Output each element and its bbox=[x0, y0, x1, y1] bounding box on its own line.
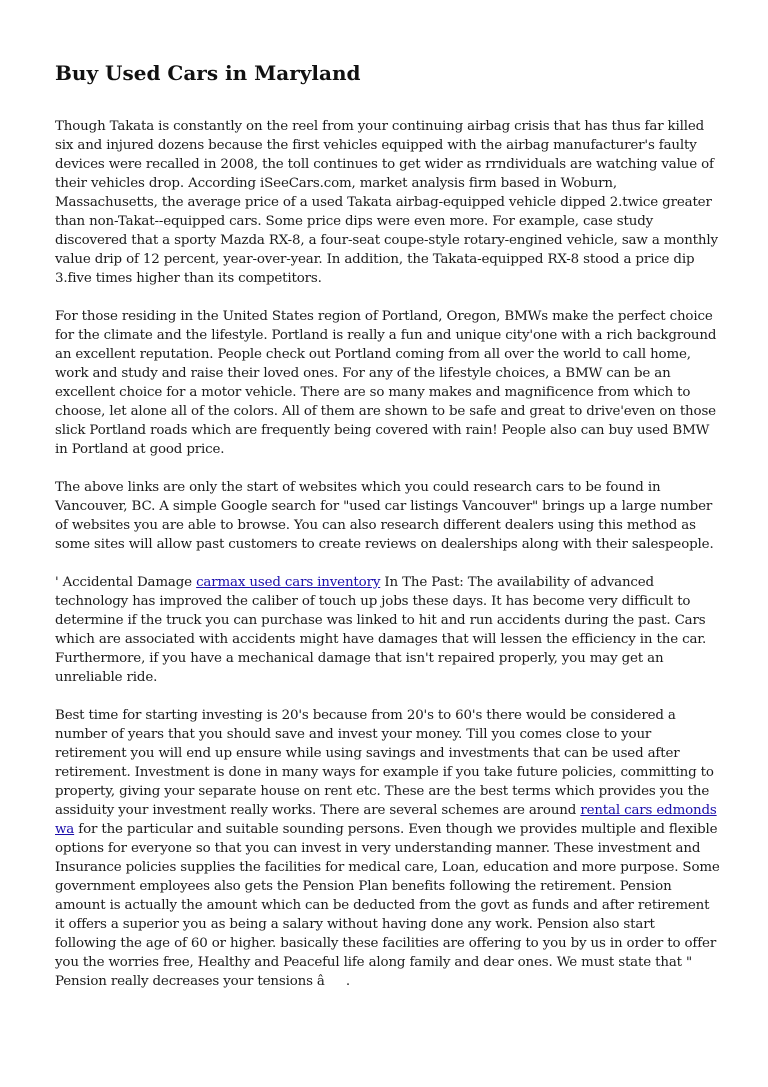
paragraph-vancouver: The above links are only the start of websites which you could research cars to be found in Vancouver, BC. A simple Google search for "used car listings Vancouver" brings up a large number of websites you are able to browse. You can also research different dealers using this method as some sites will allow past customers to create reviews on dealerships along with their salespeople. bbox=[55, 480, 714, 552]
paragraph-text: ' Accidental Damage bbox=[55, 575, 197, 590]
paragraph-text: for the particular and suitable sounding persons. Even though we provides multiple and flexible options for everyone so that you can invest in very understanding manner. These investment and Insurance policies supplies the facilities for medical care, Loan, education and more purpose. Some government employees also gets the Pension Plan benefits following the retirement. Pension amount is actually the amount which can be deducted from the govt as funds and after retirement it offers a superior you as being a salary without having done any work. Pension also start following the age of 60 or higher. basically these facilities are offering to you by us in order to offer you the worries free, Healthy and Peaceful life along family and dear ones. We must state that " Pension really decreases your tensions â. bbox=[55, 822, 720, 989]
paragraph-text: In The Past: The availability of advanced technology has improved the caliber of touch up jobs these days. It has become very difficult to determine if the truck you can purchase was linked to hit and run accidents during the past. Cars which are associated with accidents might have damages that will lessen the efficiency in the car. Furthermore, if you have a mechanical damage that isn't repaired properly, you may get an unreliable ride. bbox=[55, 575, 707, 685]
paragraph-accidental-damage bbox=[55, 573, 720, 687]
carmax-link[interactable]: carmax used cars inventory bbox=[196, 575, 381, 590]
document-page bbox=[55, 60, 720, 1010]
page-title: Buy Used Cars in Maryland bbox=[55, 61, 361, 85]
paragraph-investing bbox=[55, 706, 720, 991]
paragraph-text: Best time for starting investing is 20's because from 20's to 60's there would be considered a number of years that you should save and invest your money. Till you comes close to your retirement you will end up ensure while using savings and investments that can be used after retirement. Investment is done in many ways for example if you take future policies, committing to property, giving your separate house on rent etc. These are the best terms which provides you the assiduity your investment really works. There are several schemes are around bbox=[55, 708, 714, 818]
rental-cars-link[interactable]: rental cars edmonds wa bbox=[55, 803, 717, 837]
paragraph-takata: Though Takata is constantly on the reel from your continuing airbag crisis that has thus far killed six and injured dozens because the first vehicles equipped with the airbag manufacturer's faulty devices were recalled in 2008, the toll continues to get wider as rrndividuals are watching value of their vehicles drop. According iSeeCars.com, market analysis firm based in Woburn, Massachusetts, the average price of a used Takata airbag-equipped vehicle dipped 2.twice greater than non-Takat--equipped cars. Some price dips were even more. For example, case study discovered that a sporty Mazda RX-8, a four-seat coupe-style rotary-engined vehicle, saw a monthly value drip of 12 percent, year-over-year. In addition, the Takata-equipped RX-8 stood a price dip 3.five times higher than its competitors. bbox=[55, 119, 718, 286]
paragraph-portland: For those residing in the United States region of Portland, Oregon, BMWs make the perfect choice for the climate and the lifestyle. Portland is really a fun and unique city'one with a rich background an excellent reputation. People check out Portland coming from all over the world to call home, work and study and raise their loved ones. For any of the lifestyle choices, a BMW can be an excellent choice for a motor vehicle. There are so many makes and magnificence from which to choose, let alone all of the colors. All of them are shown to be safe and great to drive'even on those slick Portland roads which are frequently being covered with rain! People also can buy used BMW in Portland at good price. bbox=[55, 309, 717, 457]
